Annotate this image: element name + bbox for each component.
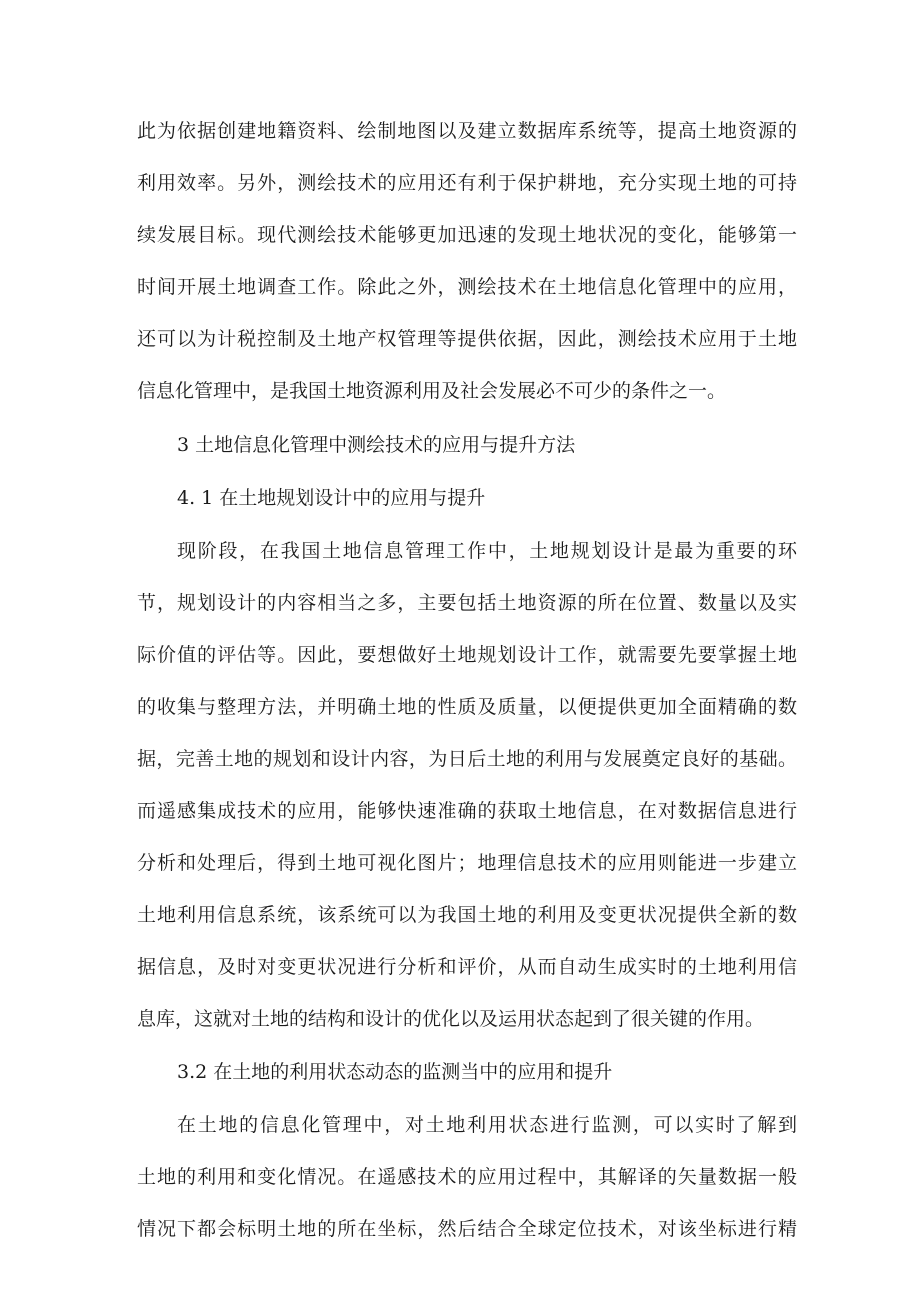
paragraph-1-line-4: 时间开展土地调查工作。除此之外，测绘技术在土地信息化管理中的应用， xyxy=(137,276,797,298)
paragraph-2-line-10: 息库，这就对土地的结构和设计的优化以及运用状态起到了很关键的作用。 xyxy=(137,1008,765,1030)
paragraph-2-line-5: 据，完善土地的规划和设计内容，为日后土地的利用与发展奠定良好的基础。 xyxy=(137,748,797,770)
paragraph-1-line-6: 信息化管理中，是我国土地资源利用及社会发展必不可少的条件之一。 xyxy=(137,380,727,402)
paragraph-2-line-3: 际价值的评估等。因此，要想做好土地规划设计工作，就需要先要掌握土地 xyxy=(137,644,797,666)
section-heading-3: 3 土地信息化管理中测绘技术的应用与提升方法 xyxy=(177,434,576,456)
paragraph-3-line-3: 情况下都会标明土地的所在坐标，然后结合全球定位技术，对该坐标进行精 xyxy=(137,1218,797,1240)
paragraph-2-line-6: 而遥感集成技术的应用，能够快速准确的获取土地信息，在对数据信息进行 xyxy=(137,800,797,822)
paragraph-2-line-9: 据信息，及时对变更状况进行分析和评价，从而自动生成实时的土地利用信 xyxy=(137,956,797,978)
paragraph-2-line-7: 分析和处理后，得到土地可视化图片；地理信息技术的应用则能进一步建立 xyxy=(137,852,797,874)
paragraph-2-line-8: 土地利用信息系统，该系统可以为我国土地的利用及变更状况提供全新的数 xyxy=(137,904,797,926)
paragraph-3-line-2: 土地的利用和变化情况。在遥感技术的应用过程中，其解译的矢量数据一般 xyxy=(137,1166,797,1188)
paragraph-2-line-4: 的收集与整理方法，并明确土地的性质及质量，以便提供更加全面精确的数 xyxy=(137,696,797,718)
paragraph-2-line-2: 节，规划设计的内容相当之多，主要包括土地资源的所在位置、数量以及实 xyxy=(137,592,797,614)
paragraph-1-line-5: 还可以为计税控制及土地产权管理等提供依据，因此，测绘技术应用于土地 xyxy=(137,328,797,350)
paragraph-2-line-1: 现阶段，在我国土地信息管理工作中，土地规划设计是最为重要的环 xyxy=(177,540,797,562)
subsection-heading-4-1: 4. 1 在土地规划设计中的应用与提升 xyxy=(177,487,486,509)
paragraph-1-line-1: 此为依据创建地籍资料、绘制地图以及建立数据库系统等，提高土地资源的 xyxy=(137,120,797,142)
paragraph-1-line-2: 利用效率。另外，测绘技术的应用还有利于保护耕地，充分实现土地的可持 xyxy=(137,172,797,194)
subsection-heading-3-2: 3.2 在土地的利用状态动态的监测当中的应用和提升 xyxy=(177,1061,613,1083)
paragraph-3-line-1: 在土地的信息化管理中，对土地利用状态进行监测，可以实时了解到 xyxy=(177,1114,797,1136)
paragraph-1-line-3: 续发展目标。现代测绘技术能够更加迅速的发现土地状况的变化，能够第一 xyxy=(137,224,797,246)
